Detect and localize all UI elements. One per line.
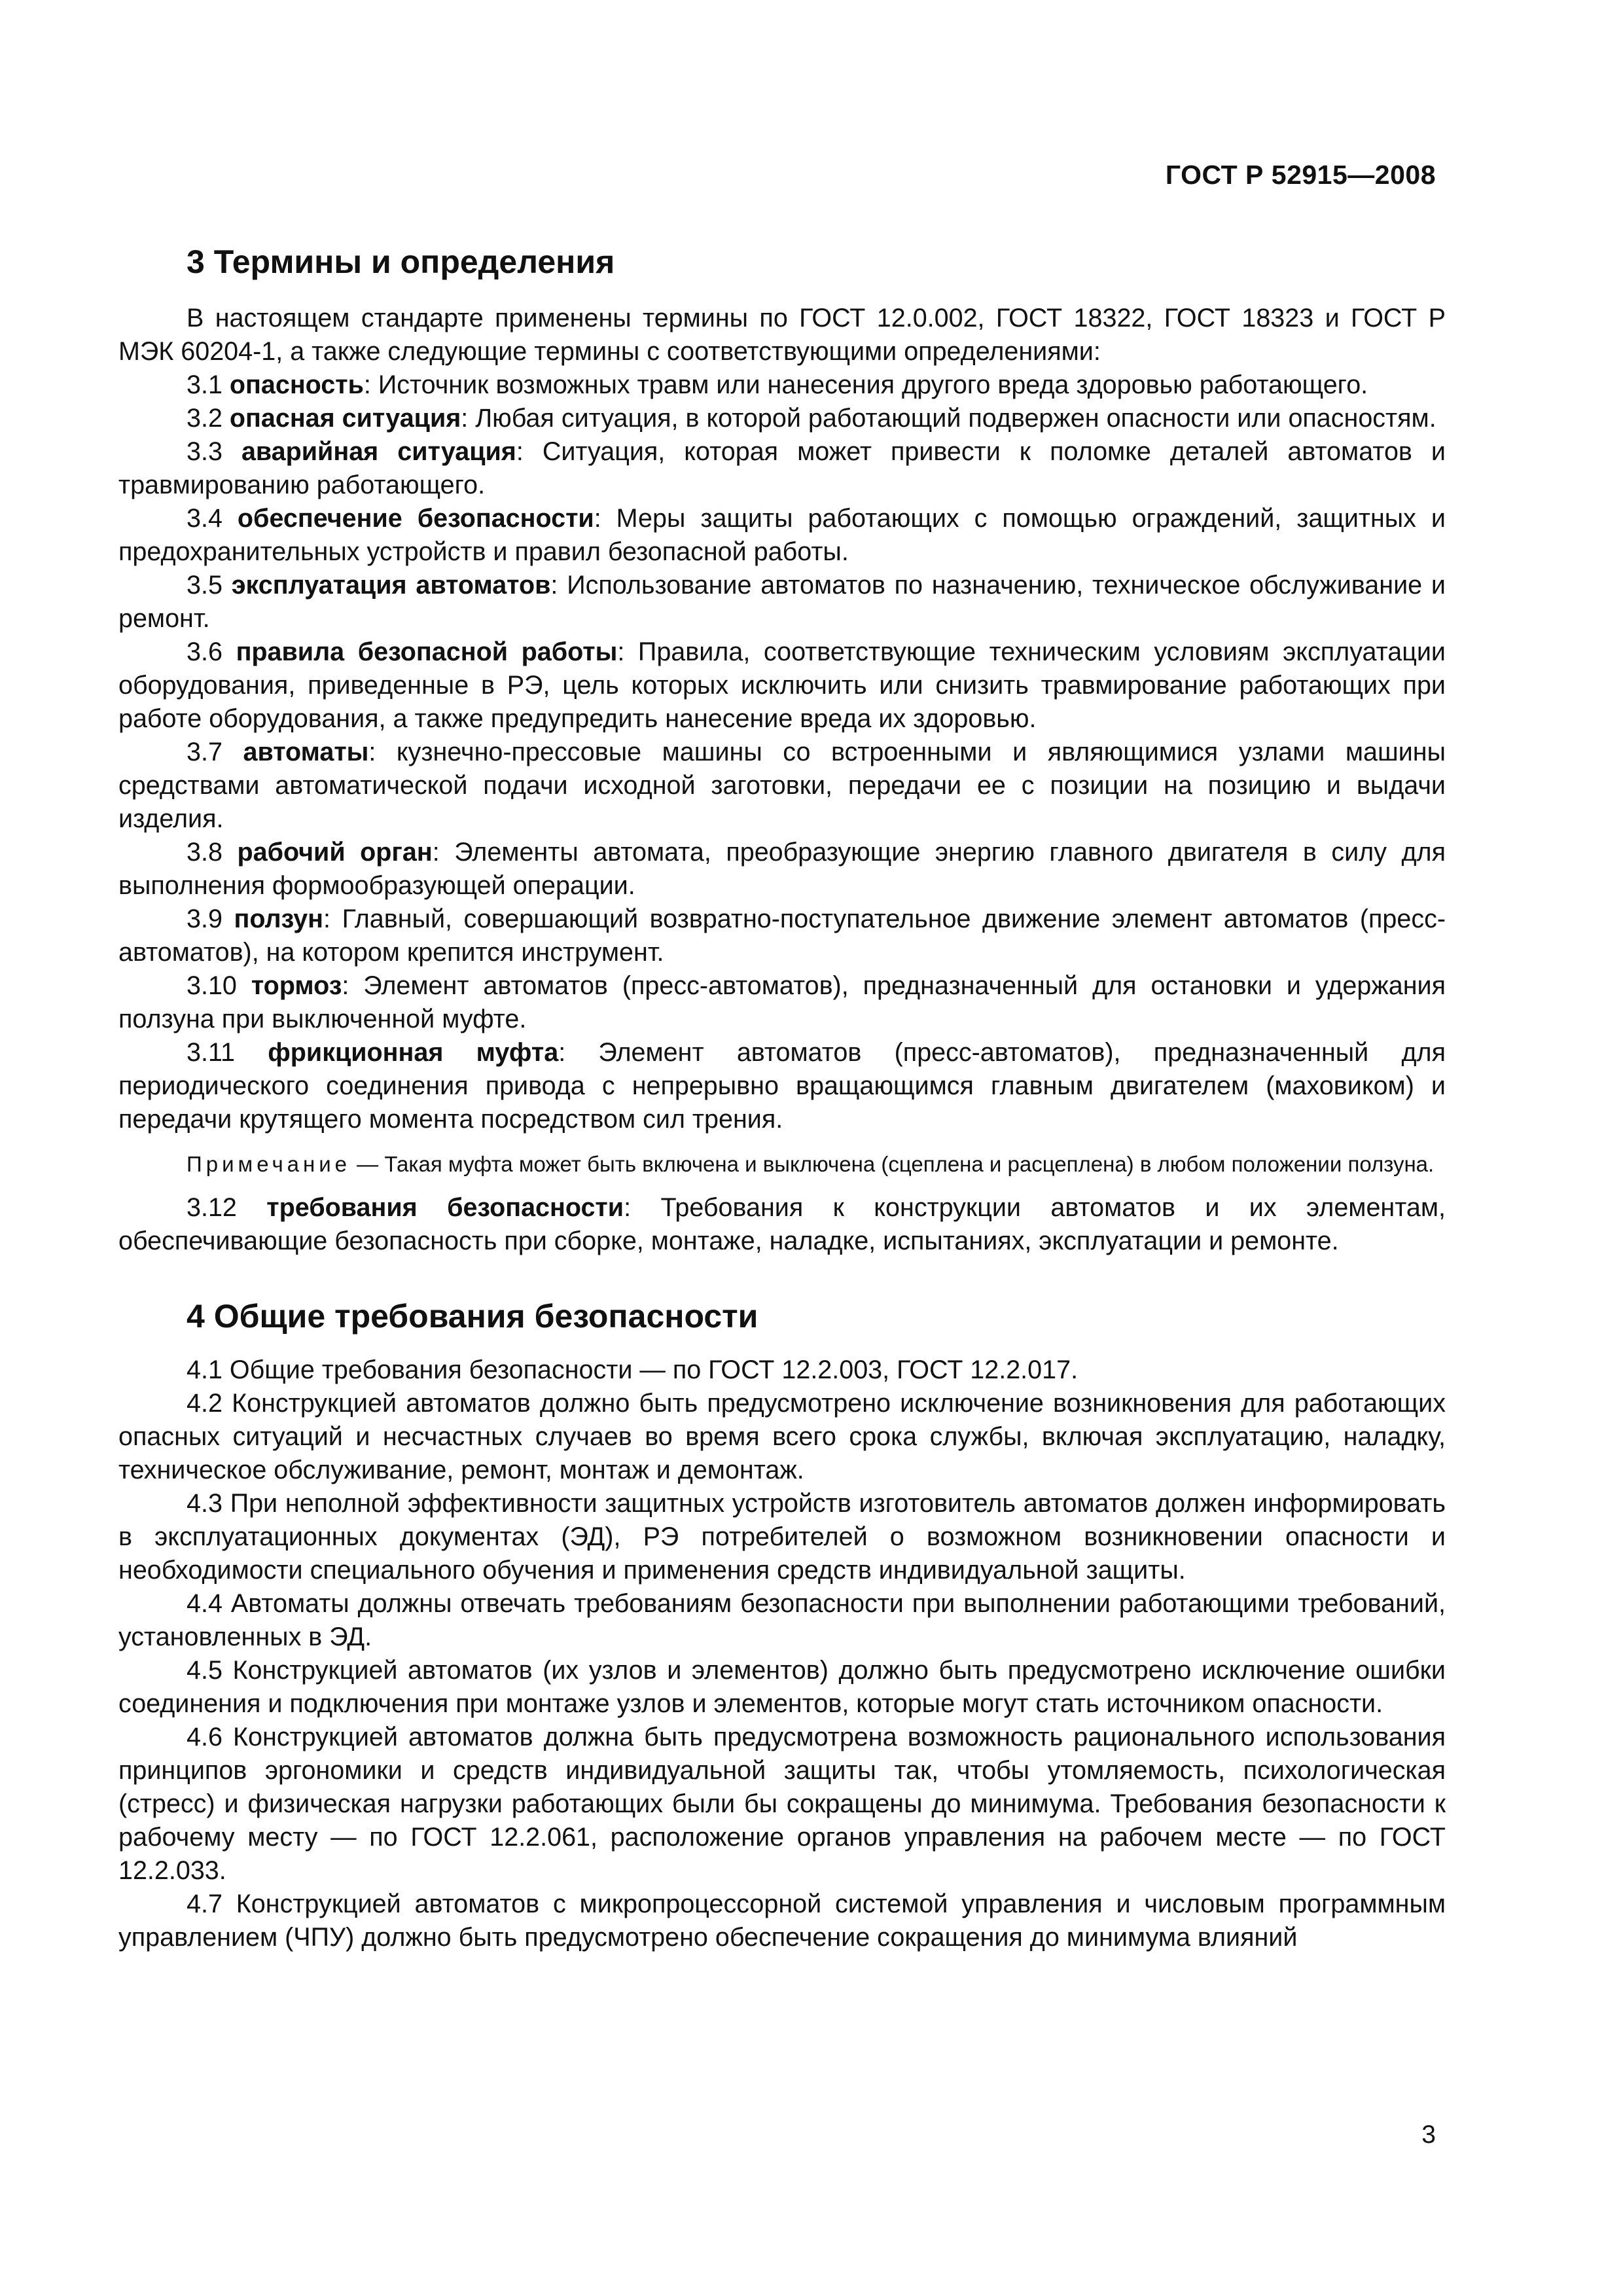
clause-4-7 — [118, 1888, 1446, 1954]
clause-4-2 — [118, 1387, 1446, 1487]
clause-text: Общие требования безопасности — по ГОСТ 12.2.003, ГОСТ 12.2.017. — [229, 1355, 1079, 1384]
term-definition: : Элементы автомата, преобразующие энергию главного двигателя в силу для выполнения формообразующей операции. — [118, 838, 1446, 900]
term-number: 3.2 — [187, 404, 223, 433]
term-number: 3.12 — [187, 1193, 237, 1222]
term-3-12 — [118, 1191, 1446, 1258]
term-number: 3.11 — [187, 1038, 235, 1067]
term-definition: : Любая ситуация, в которой работающий подвержен опасности или опасностям. — [461, 404, 1436, 433]
term-definition: : Меры защиты работающих с помощью ограждений, защитных и предохранительных устройств и правил безопасной работы. — [118, 504, 1446, 566]
clause-text: Автоматы должны отвечать требованиям безопасности при выполнении работающими требований, установленных в ЭД. — [118, 1589, 1446, 1651]
clause-4-5 — [118, 1654, 1446, 1721]
page-content — [118, 232, 1446, 1954]
note-label: Примечание — [187, 1152, 351, 1176]
section-4-heading: 4 Общие требования безопасности — [187, 1298, 758, 1335]
term-3-5 — [118, 569, 1446, 636]
term-3-4 — [118, 502, 1446, 569]
clause-number: 4.5 — [187, 1656, 223, 1685]
term-number: 3.7 — [187, 738, 223, 766]
term-number: 3.3 — [187, 437, 223, 466]
term-title: эксплуатация автоматов — [231, 571, 551, 600]
term-definition: : Требования к конструкции автоматов и их элементам, обеспечивающие безопасность при сборке, монтаже, наладке, испытаниях, эксплуатации и ремонте. — [118, 1193, 1446, 1255]
note-text: — Такая муфта может быть включена и выключена (сцеплена и расцеплена) в любом положении ползуна. — [351, 1152, 1435, 1176]
term-title: автоматы — [243, 738, 369, 766]
document-header: ГОСТ Р 52915—2008 — [1165, 160, 1436, 190]
clause-text: При неполной эффективности защитных устройств изготовитель автоматов должен информировать в эксплуатационных документах (ЭД), РЭ потребителей о возможном возникновении опасности и необходимости специального обучения и применения средств индивидуальной защиты. — [118, 1489, 1446, 1585]
term-number: 3.10 — [187, 971, 237, 1000]
term-3-6 — [118, 636, 1446, 736]
clause-number: 4.1 — [187, 1355, 223, 1384]
clause-text: Конструкцией автоматов должно быть предусмотрено исключение возникновения для работающих опасных ситуаций и несчастных случаев во время всего срока службы, включая эксплуатацию, наладку, техническое обслуживание, ремонт, монтаж и демонтаж. — [118, 1389, 1446, 1484]
term-title: аварийная ситуация — [241, 437, 516, 466]
term-definition: : Источник возможных травм или нанесения другого вреда здоровью работающего. — [363, 370, 1368, 399]
term-3-2 — [118, 402, 1446, 435]
term-number: 3.4 — [187, 504, 223, 533]
section-3-intro: В настоящем стандарте применены термины по ГОСТ 12.0.002, ГОСТ 18322, ГОСТ 18323 и ГОСТ Р МЭК 60204-1, а также следующие термины с соответствующими определениями: — [118, 304, 1446, 366]
term-3-8 — [118, 836, 1446, 903]
term-title: обеспечение безопасности — [237, 504, 594, 533]
term-definition: : Использование автоматов по назначению, техническое обслуживание и ремонт. — [118, 571, 1446, 633]
term-3-9 — [118, 903, 1446, 969]
term-number: 3.9 — [187, 905, 223, 933]
term-title: опасность — [229, 370, 364, 399]
clause-4-1 — [118, 1354, 1446, 1387]
term-number: 3.1 — [187, 370, 223, 399]
term-definition: : Ситуация, которая может привести к поломке деталей автоматов и травмированию работающего. — [118, 437, 1446, 499]
clause-text: Конструкцией автоматов должна быть предусмотрена возможность рационального использования принципов эргономики и средств индивидуальной защиты так, чтобы утомляемость, психологическая (стресс) и физическая нагрузки работающих были бы сокращены до минимума. Требования безопасности к рабочему месту — по ГОСТ 12.2.061, расположение органов управления на рабочем месте — по ГОСТ 12.2.033. — [118, 1723, 1446, 1885]
section-3-heading: 3 Термины и определения — [187, 243, 615, 280]
clause-4-4 — [118, 1587, 1446, 1654]
term-title: правила безопасной работы — [236, 637, 618, 666]
term-3-1 — [118, 368, 1446, 402]
term-title: фрикционная муфта — [268, 1038, 559, 1067]
term-number: 3.8 — [187, 838, 223, 867]
term-title: тормоз — [251, 971, 342, 1000]
clause-number: 4.4 — [187, 1589, 223, 1618]
page-number: 3 — [1421, 2121, 1436, 2149]
term-number: 3.6 — [187, 637, 223, 666]
clause-number: 4.3 — [187, 1489, 223, 1518]
term-definition: : Элемент автоматов (пресс-автоматов), предназначенный для остановки и удержания ползуна при выключенной муфте. — [118, 971, 1446, 1033]
clause-number: 4.6 — [187, 1723, 223, 1751]
term-title: рабочий орган — [237, 838, 433, 867]
note-3-11 — [118, 1149, 1446, 1179]
clause-text: Конструкцией автоматов с микропроцессорной системой управления и числовым программным управлением (ЧПУ) должно быть предусмотрено обеспечение сокращения до минимума влияний — [118, 1890, 1446, 1952]
clause-4-6 — [118, 1721, 1446, 1888]
term-3-10 — [118, 969, 1446, 1036]
term-3-7 — [118, 736, 1446, 836]
clause-text: Конструкцией автоматов (их узлов и элементов) должно быть предусмотрено исключение ошибки соединения и подключения при монтаже узлов и элементов, которые могут стать источником опасности. — [118, 1656, 1446, 1718]
term-title: опасная ситуация — [229, 404, 461, 433]
term-definition: : кузнечно-прессовые машины со встроенными и являющимися узлами машины средствами автоматической подачи исходной заготовки, передачи ее с позиции на позицию и выдачи изделия. — [118, 738, 1446, 833]
term-definition: : Главный, совершающий возвратно-поступательное движение элемент автоматов (пресс-автоматов), на котором крепится инструмент. — [118, 905, 1446, 967]
clause-4-3 — [118, 1487, 1446, 1587]
clause-number: 4.2 — [187, 1389, 223, 1418]
term-definition: : Элемент автоматов (пресс-автоматов), предназначенный для периодического соединения привода с непрерывно вращающимся главным двигателем (маховиком) и передачи крутящего момента посредством сил трения. — [118, 1038, 1446, 1134]
term-3-11 — [118, 1036, 1446, 1136]
term-definition: : Правила, соответствующие техническим условиям эксплуатации оборудования, приведенные в РЭ, цель которых исключить или снизить травмирование работающих при работе оборудования, а также предупредить нанесение вреда их здоровью. — [118, 637, 1446, 733]
term-number: 3.5 — [187, 571, 223, 600]
clause-number: 4.7 — [187, 1890, 223, 1918]
term-title: ползун — [234, 905, 324, 933]
term-title: требования безопасности — [266, 1193, 624, 1222]
term-3-3 — [118, 435, 1446, 502]
